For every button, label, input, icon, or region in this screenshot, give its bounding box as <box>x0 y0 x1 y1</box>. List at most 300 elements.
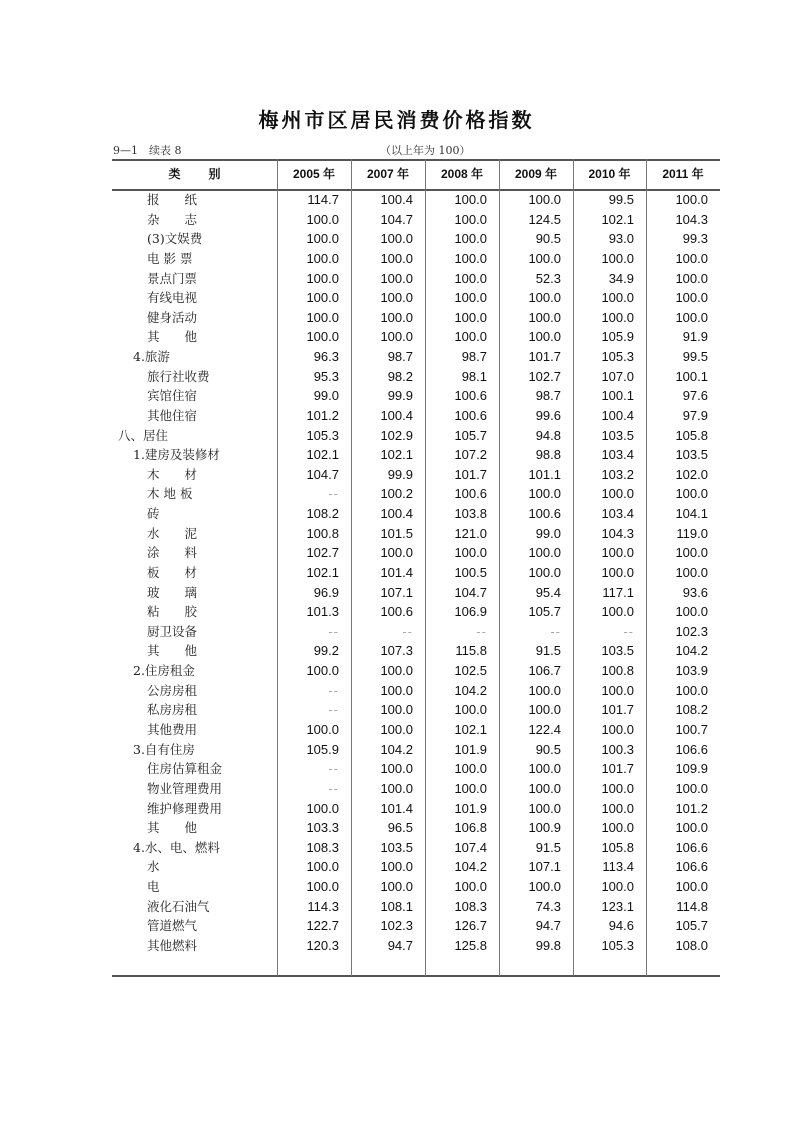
value-cell: 99.3 <box>682 231 708 247</box>
value-cell: 113.4 <box>602 859 634 875</box>
value-cell: -- <box>328 682 339 698</box>
value-cell: 102.1 <box>306 564 339 580</box>
value-cell: 100.1 <box>601 388 634 404</box>
table-row <box>112 740 720 760</box>
table-row <box>112 406 720 426</box>
page-title: 梅州市区居民消费价格指数 <box>258 108 535 132</box>
value-cell: 100.0 <box>306 879 339 895</box>
value-cell: 100.0 <box>380 879 413 895</box>
table-row <box>112 897 720 917</box>
value-cell: 100.0 <box>380 545 413 561</box>
value-cell: 102.1 <box>454 722 487 737</box>
table-row <box>112 386 720 406</box>
value-cell: 100.0 <box>601 309 634 325</box>
value-cell: 105.7 <box>454 427 487 443</box>
value-cell: 100.0 <box>528 780 561 796</box>
table-row <box>112 779 720 799</box>
price-index-table <box>112 159 720 976</box>
value-cell: 103.5 <box>601 427 634 443</box>
value-cell: 90.5 <box>535 231 561 247</box>
value-cell: 91.5 <box>535 839 561 855</box>
value-cell: 100.0 <box>528 290 561 306</box>
value-cell: 99.5 <box>608 192 634 207</box>
value-cell: 102.1 <box>380 447 413 463</box>
value-cell: 100.0 <box>454 270 487 286</box>
value-cell: 99.2 <box>313 643 339 659</box>
header-year: 2009 年 <box>514 167 558 181</box>
value-cell: 108.2 <box>675 702 708 718</box>
value-cell: 122.7 <box>306 918 339 934</box>
value-cell: 100.0 <box>306 250 339 266</box>
value-cell: 105.9 <box>306 741 339 757</box>
row-label: 厨卫设备 <box>147 623 198 639</box>
value-cell: 100.0 <box>528 682 561 698</box>
value-cell: 100.3 <box>601 741 634 757</box>
value-cell: 106.6 <box>675 741 708 757</box>
value-cell: 100.0 <box>454 702 487 718</box>
row-label: 粘 胶 <box>147 604 198 620</box>
value-cell: 100.0 <box>528 309 561 325</box>
table-row <box>112 249 720 269</box>
value-cell: 103.5 <box>675 447 708 463</box>
value-cell: -- <box>328 761 339 777</box>
row-label: 物业管理费用 <box>147 780 223 796</box>
row-label: (3)文娱费 <box>147 231 203 247</box>
value-cell: 93.0 <box>608 231 634 247</box>
value-cell: 100.0 <box>601 879 634 895</box>
table-row <box>112 818 720 838</box>
row-label: 水 泥 <box>147 525 198 541</box>
row-label: 维护修理费用 <box>147 800 223 816</box>
value-cell: 100.0 <box>528 545 561 561</box>
table-row <box>112 347 720 367</box>
value-cell: 99.5 <box>682 349 708 365</box>
value-cell: 100.0 <box>380 761 413 777</box>
value-cell: 96.9 <box>313 584 339 600</box>
row-label: 涂 料 <box>147 545 198 561</box>
value-cell: 98.7 <box>387 349 413 365</box>
value-cell: -- <box>623 623 634 639</box>
value-cell: 100.2 <box>380 486 413 502</box>
value-cell: 100.6 <box>454 388 487 404</box>
value-cell: 114.7 <box>307 192 339 207</box>
value-cell: 100.0 <box>601 780 634 796</box>
value-cell: 100.0 <box>528 761 561 777</box>
value-cell: 102.1 <box>601 211 634 227</box>
value-cell: 101.7 <box>528 349 561 365</box>
value-cell: 100.0 <box>306 859 339 875</box>
value-cell: 105.7 <box>528 604 561 620</box>
value-cell: 91.5 <box>535 643 561 659</box>
row-label: 2.住房租金 <box>133 663 195 679</box>
value-cell: 100.0 <box>380 231 413 247</box>
value-cell: 94.7 <box>535 918 561 934</box>
value-cell: 100.0 <box>601 682 634 698</box>
value-cell: 105.9 <box>601 329 634 345</box>
value-cell: 100.8 <box>601 663 634 679</box>
value-cell: 106.9 <box>454 604 487 620</box>
value-cell: 117.1 <box>602 584 634 600</box>
value-cell: 104.2 <box>454 682 487 698</box>
value-cell: 100.7 <box>675 722 708 737</box>
value-cell: 104.2 <box>380 741 413 757</box>
value-cell: 100.0 <box>528 702 561 718</box>
value-cell: 94.7 <box>387 937 413 953</box>
row-label: 水 <box>147 859 160 875</box>
value-cell: 100.0 <box>380 290 413 306</box>
row-label: 公房房租 <box>147 682 198 698</box>
value-cell: 107.3 <box>380 643 413 659</box>
value-cell: 109.9 <box>675 761 708 777</box>
value-cell: 102.3 <box>380 918 413 934</box>
value-cell: 101.7 <box>601 761 634 777</box>
value-cell: 100.0 <box>601 486 634 502</box>
value-cell: 100.0 <box>380 859 413 875</box>
value-cell: 94.6 <box>608 918 634 934</box>
value-cell: 103.4 <box>601 506 634 522</box>
value-cell: 94.8 <box>535 427 561 443</box>
row-label: 报 纸 <box>147 192 198 207</box>
row-label: 其 他 <box>147 643 198 659</box>
value-cell: 100.0 <box>306 800 339 816</box>
value-cell: 100.0 <box>675 192 708 207</box>
value-cell: 99.9 <box>387 466 413 482</box>
table-row <box>112 445 720 465</box>
value-cell: 100.0 <box>601 722 634 737</box>
value-cell: 103.3 <box>306 820 339 836</box>
value-cell: 96.5 <box>387 820 413 836</box>
table-row <box>112 799 720 819</box>
header-year: 2005 年 <box>292 167 336 181</box>
value-cell: 121.0 <box>454 525 487 541</box>
value-cell: 107.4 <box>454 839 487 855</box>
value-cell: -- <box>328 623 339 639</box>
value-cell: 100.0 <box>306 231 339 247</box>
value-cell: 108.3 <box>454 898 487 914</box>
value-cell: 101.7 <box>601 702 634 718</box>
row-label: 有线电视 <box>147 290 198 306</box>
value-cell: 102.3 <box>675 623 708 639</box>
value-cell: 100.0 <box>675 250 708 266</box>
table-row <box>112 759 720 779</box>
value-cell: 104.3 <box>675 211 708 227</box>
value-cell: 98.1 <box>461 368 487 384</box>
value-cell: 105.8 <box>601 839 634 855</box>
value-cell: 100.0 <box>675 820 708 836</box>
row-label: 其 他 <box>147 820 198 836</box>
value-cell: 107.1 <box>380 584 413 600</box>
header-year: 2007 年 <box>366 167 410 181</box>
value-cell: 107.2 <box>454 447 487 463</box>
value-cell: 119.0 <box>676 525 708 541</box>
table-row <box>112 857 720 877</box>
table-row <box>112 838 720 858</box>
value-cell: 100.0 <box>380 329 413 345</box>
table-row <box>112 936 720 956</box>
value-cell: 102.9 <box>380 427 413 443</box>
value-cell: 100.0 <box>675 270 708 286</box>
value-cell: 102.5 <box>454 663 487 679</box>
row-label: 1.建房及装修材 <box>133 447 220 463</box>
row-label: 其他燃料 <box>147 937 198 953</box>
value-cell: 100.0 <box>601 290 634 306</box>
table-number: 9—1 续表 8 <box>113 144 182 157</box>
row-label: 其 他 <box>147 329 198 345</box>
value-cell: 126.7 <box>454 918 487 934</box>
value-cell: 100.0 <box>675 545 708 561</box>
value-cell: 100.0 <box>380 663 413 679</box>
value-cell: 100.0 <box>306 722 339 737</box>
value-cell: 97.9 <box>682 407 708 423</box>
value-cell: 100.0 <box>454 192 487 207</box>
value-cell: 106.8 <box>454 820 487 836</box>
value-cell: 99.0 <box>313 388 339 404</box>
value-cell: 100.0 <box>675 486 708 502</box>
value-cell: 100.0 <box>675 879 708 895</box>
value-cell: 104.3 <box>601 525 634 541</box>
table-bottom-rule <box>112 975 720 977</box>
value-cell: 100.0 <box>528 879 561 895</box>
value-cell: 100.0 <box>601 604 634 620</box>
value-cell: 104.2 <box>675 643 708 659</box>
value-cell: 100.0 <box>601 820 634 836</box>
value-cell: 101.3 <box>306 604 339 620</box>
row-label: 住房估算租金 <box>147 761 223 777</box>
table-row <box>112 426 720 446</box>
value-cell: 100.5 <box>454 564 487 580</box>
value-cell: 100.0 <box>380 780 413 796</box>
value-cell: 100.0 <box>675 290 708 306</box>
value-cell: 101.4 <box>380 564 413 580</box>
value-cell: 100.0 <box>454 761 487 777</box>
value-cell: 106.6 <box>675 839 708 855</box>
value-cell: 120.3 <box>306 937 339 953</box>
value-cell: 102.7 <box>306 545 339 561</box>
value-cell: 102.7 <box>528 368 561 384</box>
value-cell: 95.3 <box>313 368 339 384</box>
value-cell: -- <box>402 623 413 639</box>
row-label: 景点门票 <box>147 270 198 286</box>
value-cell: 100.0 <box>380 702 413 718</box>
row-label: 砖 <box>147 506 160 522</box>
value-cell: 100.0 <box>454 231 487 247</box>
row-label: 木 地 板 <box>147 486 193 502</box>
value-cell: 100.0 <box>675 780 708 796</box>
table-row <box>112 269 720 289</box>
value-cell: 90.5 <box>535 741 561 757</box>
value-cell: 98.8 <box>535 447 561 463</box>
table-row <box>112 661 720 681</box>
value-cell: 101.4 <box>380 800 413 816</box>
value-cell: 101.9 <box>454 800 487 816</box>
value-cell: 104.7 <box>380 211 413 227</box>
table-row <box>112 524 720 544</box>
row-label: 管道燃气 <box>147 918 198 934</box>
table-row <box>112 563 720 583</box>
row-label: 电 影 票 <box>147 250 193 266</box>
table-row <box>112 543 720 563</box>
value-cell: 97.6 <box>682 388 708 404</box>
row-label: 宾馆住宿 <box>147 388 198 404</box>
row-label: 其他费用 <box>147 722 198 737</box>
value-cell: 103.8 <box>454 506 487 522</box>
value-cell: 123.1 <box>601 898 634 914</box>
value-cell: 104.1 <box>675 506 708 522</box>
table-row <box>112 229 720 249</box>
value-cell: 114.3 <box>307 898 339 914</box>
value-cell: 108.1 <box>380 898 413 914</box>
value-cell: 100.0 <box>601 545 634 561</box>
value-cell: 100.6 <box>380 604 413 620</box>
value-cell: 100.0 <box>306 663 339 679</box>
value-cell: 103.4 <box>601 447 634 463</box>
value-cell: 101.9 <box>454 741 487 757</box>
value-cell: 100.0 <box>528 329 561 345</box>
value-cell: 98.7 <box>461 349 487 365</box>
value-cell: -- <box>328 780 339 796</box>
value-cell: 101.2 <box>675 800 708 816</box>
table-row <box>112 641 720 661</box>
table-row <box>112 602 720 622</box>
table-row <box>112 916 720 936</box>
row-label: 3.自有住房 <box>133 741 195 757</box>
value-cell: 100.0 <box>306 211 339 227</box>
value-cell: 100.0 <box>306 309 339 325</box>
row-label: 玻 璃 <box>147 584 198 600</box>
value-cell: 96.3 <box>313 349 339 365</box>
row-label: 私房房租 <box>147 702 198 718</box>
value-cell: 100.1 <box>675 368 708 384</box>
row-label: 八、居住 <box>118 427 169 443</box>
value-cell: 104.7 <box>306 466 339 482</box>
value-cell: 100.6 <box>454 407 487 423</box>
value-cell: 107.1 <box>528 859 561 875</box>
value-cell: 100.0 <box>380 309 413 325</box>
value-cell: 115.8 <box>455 643 487 659</box>
value-cell: 100.0 <box>675 604 708 620</box>
value-cell: 103.5 <box>601 643 634 659</box>
row-label: 健身活动 <box>147 309 198 325</box>
table-row <box>112 367 720 387</box>
value-cell: 100.0 <box>528 250 561 266</box>
value-cell: 100.9 <box>528 820 561 836</box>
value-cell: 105.3 <box>306 427 339 443</box>
value-cell: 101.2 <box>306 407 339 423</box>
value-cell: 105.7 <box>675 918 708 934</box>
row-label: 电 <box>147 879 160 895</box>
table-row <box>112 288 720 308</box>
value-cell: 101.1 <box>528 466 561 482</box>
value-cell: 52.3 <box>535 270 561 286</box>
table-row <box>112 484 720 504</box>
value-cell: 125.8 <box>454 937 487 953</box>
value-cell: 99.0 <box>535 525 561 541</box>
value-cell: -- <box>328 486 339 502</box>
value-cell: 100.0 <box>454 309 487 325</box>
value-cell: 100.0 <box>380 682 413 698</box>
table-row <box>112 700 720 720</box>
value-cell: 108.0 <box>675 937 708 953</box>
header-year: 2011 年 <box>662 167 704 181</box>
value-cell: 98.7 <box>535 388 561 404</box>
value-cell: 100.0 <box>306 290 339 306</box>
value-cell: 104.2 <box>454 859 487 875</box>
table-row <box>112 877 720 897</box>
value-cell: 100.0 <box>675 682 708 698</box>
value-cell: 100.0 <box>601 250 634 266</box>
value-cell: 108.3 <box>306 839 339 855</box>
value-cell: 100.0 <box>601 564 634 580</box>
value-cell: 102.1 <box>306 447 339 463</box>
row-label: 木 材 <box>147 466 198 482</box>
value-cell: 100.4 <box>380 192 413 207</box>
table-row <box>112 210 720 230</box>
value-cell: 122.4 <box>528 722 561 737</box>
value-cell: 100.0 <box>601 800 634 816</box>
value-cell: 95.4 <box>535 584 561 600</box>
table-row <box>112 504 720 524</box>
value-cell: 99.6 <box>535 407 561 423</box>
value-cell: 100.4 <box>380 506 413 522</box>
value-cell: 34.9 <box>608 270 634 286</box>
value-cell: 74.3 <box>535 898 561 914</box>
value-cell: 105.8 <box>675 427 708 443</box>
value-cell: 99.9 <box>387 388 413 404</box>
value-cell: 100.0 <box>454 879 487 895</box>
row-label: 其他住宿 <box>147 407 198 423</box>
value-cell: 100.6 <box>528 506 561 522</box>
row-label: 旅行社收费 <box>147 368 210 384</box>
table-row <box>112 308 720 328</box>
value-cell: 100.0 <box>454 290 487 306</box>
value-cell: 100.0 <box>306 329 339 345</box>
value-cell: 93.6 <box>682 584 708 600</box>
value-cell: -- <box>476 623 487 639</box>
table-row <box>112 622 720 642</box>
value-cell: 100.0 <box>454 211 487 227</box>
value-cell: 124.5 <box>528 211 561 227</box>
table-row <box>112 327 720 347</box>
value-cell: 100.6 <box>454 486 487 502</box>
value-cell: 100.0 <box>528 486 561 502</box>
value-cell: 108.2 <box>306 506 339 522</box>
unit-note: （以上年为 100） <box>380 144 471 157</box>
value-cell: 107.0 <box>601 368 634 384</box>
value-cell: 100.8 <box>306 525 339 541</box>
value-cell: 104.7 <box>454 584 487 600</box>
header-category: 类别 <box>168 167 249 181</box>
value-cell: 103.9 <box>675 663 708 679</box>
table-row <box>112 465 720 485</box>
value-cell: 102.0 <box>675 466 708 482</box>
value-cell: 100.0 <box>675 309 708 325</box>
value-cell: 114.8 <box>676 898 708 914</box>
value-cell: 100.0 <box>454 329 487 345</box>
value-cell: 100.0 <box>306 270 339 286</box>
value-cell: 105.3 <box>601 349 634 365</box>
value-cell: 100.4 <box>601 407 634 423</box>
row-label: 杂 志 <box>147 211 198 227</box>
table-row <box>112 681 720 701</box>
value-cell: 100.0 <box>528 564 561 580</box>
value-cell: 101.7 <box>454 466 487 482</box>
table-row <box>112 583 720 603</box>
value-cell: 98.2 <box>387 368 413 384</box>
value-cell: 100.0 <box>454 780 487 796</box>
value-cell: 100.0 <box>380 722 413 737</box>
row-label: 板 材 <box>147 564 198 580</box>
row-label: 4.旅游 <box>133 349 170 365</box>
